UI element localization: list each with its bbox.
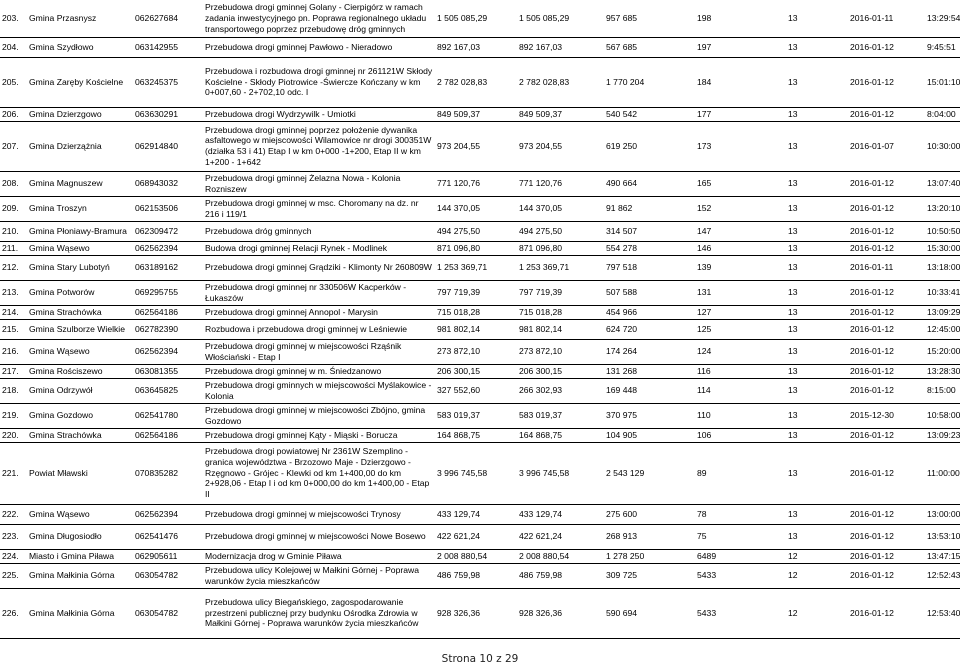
row-number: 224. [0,549,27,563]
points: 89 [695,442,786,504]
project-description: Rozbudowa i przebudowa drogi gminnej w Leśniewie [203,319,435,339]
points: 152 [695,196,786,221]
grant-amount: 370 975 [604,403,695,428]
row-number: 219. [0,403,27,428]
submission-date: 2016-01-07 [848,121,925,171]
row-number: 216. [0,339,27,364]
grant-amount: 1 278 250 [604,549,695,563]
table-row [0,57,960,107]
points: 177 [695,107,786,121]
points: 75 [695,524,786,549]
table-row [0,588,960,638]
row-number: 214. [0,305,27,319]
grant-amount: 567 685 [604,37,695,57]
table-row [0,364,960,378]
eligible-cost: 892 167,03 [517,37,604,57]
submission-time: 8:04:00 [925,107,960,121]
regon-number: 062541476 [133,524,203,549]
submission-date: 2016-01-12 [848,319,925,339]
grant-amount: 268 913 [604,524,695,549]
table-row [0,121,960,171]
regon-number: 062562394 [133,241,203,255]
points: 106 [695,428,786,442]
points: 139 [695,255,786,280]
eligible-cost: 486 759,98 [517,563,604,588]
project-description: Przebudowa drogi powiatowej Nr 2361W Szemplino - granica województwa - Brzozowo Maje - Dzierzgowo - Rzęgnowo - Grójec - Klewki od km 1+400,00 do km 2+928,06 - Etap I i od km 0+000,00 do km 1+400,00 - Etap II [203,442,435,504]
project-description: Przebudowa drogi gminnej Golany - Cierpigórz w ramach zadania inwestycyjnego pn. Poprawa regionalnego układu transportowego poprzez przebudowę dróg gminnych [203,0,435,37]
total-cost: 494 275,50 [435,221,517,241]
regon-number: 062627684 [133,0,203,37]
submission-date: 2016-01-12 [848,588,925,638]
row-number: 218. [0,378,27,403]
regon-number: 062309472 [133,221,203,241]
project-description: Przebudowa ulicy Biegańskiego, zagospodarowanie przestrzeni publicznej przy budynku Ośrodka Zdrowia w Małkini Górnej - Poprawa warunków życia mieszkańców [203,588,435,638]
submission-date: 2016-01-11 [848,0,925,37]
score: 13 [786,255,848,280]
eligible-cost: 164 868,75 [517,428,604,442]
eligible-cost: 981 802,14 [517,319,604,339]
table-row [0,563,960,588]
row-number: 209. [0,196,27,221]
gmina-name: Gmina Troszyn [27,196,133,221]
project-description: Przebudowa drogi gminnej nr 330506W Kacperków - Łukaszów [203,280,435,305]
gmina-name: Gmina Dzierzążnia [27,121,133,171]
project-description: Przebudowa drogi gminnej Annopol - Marysin [203,305,435,319]
regon-number: 062564186 [133,428,203,442]
gmina-name: Gmina Potworów [27,280,133,305]
submission-date: 2016-01-12 [848,504,925,524]
grant-amount: 554 278 [604,241,695,255]
eligible-cost: 771 120,76 [517,171,604,196]
gmina-name: Gmina Szydłowo [27,37,133,57]
row-number: 210. [0,221,27,241]
grant-amount: 169 448 [604,378,695,403]
submission-time: 10:50:50 [925,221,960,241]
eligible-cost: 871 096,80 [517,241,604,255]
score: 13 [786,339,848,364]
regon-number: 063630291 [133,107,203,121]
row-number: 203. [0,0,27,37]
regon-number: 062153506 [133,196,203,221]
eligible-cost: 928 326,36 [517,588,604,638]
row-number: 213. [0,280,27,305]
gmina-name: Gmina Małkinia Górna [27,563,133,588]
eligible-cost: 1 505 085,29 [517,0,604,37]
gmina-name: Gmina Odrzywół [27,378,133,403]
submission-time: 9:45:51 [925,37,960,57]
points: 198 [695,0,786,37]
gmina-name: Gmina Gozdowo [27,403,133,428]
eligible-cost: 494 275,50 [517,221,604,241]
score: 13 [786,428,848,442]
regon-number: 069295755 [133,280,203,305]
total-cost: 1 253 369,71 [435,255,517,280]
table-row [0,196,960,221]
regon-number: 063645825 [133,378,203,403]
gmina-name: Gmina Stary Lubotyń [27,255,133,280]
submission-time: 13:18:00 [925,255,960,280]
submission-time: 13:29:54 [925,0,960,37]
total-cost: 486 759,98 [435,563,517,588]
submission-date: 2016-01-12 [848,549,925,563]
score: 13 [786,196,848,221]
points: 146 [695,241,786,255]
row-number: 211. [0,241,27,255]
regon-number: 062562394 [133,504,203,524]
submission-time: 13:47:15 [925,549,960,563]
total-cost: 2 008 880,54 [435,549,517,563]
points: 114 [695,378,786,403]
regon-number: 070835282 [133,442,203,504]
grant-amount: 507 588 [604,280,695,305]
total-cost: 206 300,15 [435,364,517,378]
points: 124 [695,339,786,364]
score: 13 [786,378,848,403]
row-number: 212. [0,255,27,280]
submission-date: 2016-01-12 [848,171,925,196]
eligible-cost: 715 018,28 [517,305,604,319]
eligible-cost: 2 008 880,54 [517,549,604,563]
total-cost: 583 019,37 [435,403,517,428]
gmina-name: Gmina Zaręby Kościelne [27,57,133,107]
grant-amount: 2 543 129 [604,442,695,504]
points: 184 [695,57,786,107]
row-number: 225. [0,563,27,588]
eligible-cost: 797 719,39 [517,280,604,305]
submission-date: 2016-01-12 [848,196,925,221]
gmina-name: Gmina Wąsewo [27,504,133,524]
grant-amount: 619 250 [604,121,695,171]
gmina-name: Powiat Mławski [27,442,133,504]
regon-number: 062564186 [133,305,203,319]
table-row [0,255,960,280]
submission-time: 13:09:23 [925,428,960,442]
table-row [0,339,960,364]
submission-time: 10:30:00 [925,121,960,171]
gmina-name: Gmina Dzierzgowo [27,107,133,121]
row-number: 220. [0,428,27,442]
row-number: 215. [0,319,27,339]
score: 13 [786,107,848,121]
score: 13 [786,0,848,37]
total-cost: 892 167,03 [435,37,517,57]
project-description: Budowa drogi gminnej Relacji Rynek - Modlinek [203,241,435,255]
score: 13 [786,442,848,504]
grant-amount: 314 507 [604,221,695,241]
grant-amount: 174 264 [604,339,695,364]
score: 13 [786,524,848,549]
eligible-cost: 144 370,05 [517,196,604,221]
submission-time: 12:53:40 [925,588,960,638]
submission-time: 13:00:00 [925,504,960,524]
points: 147 [695,221,786,241]
score: 13 [786,364,848,378]
regon-number: 063189162 [133,255,203,280]
submission-date: 2016-01-12 [848,241,925,255]
regon-number: 063054782 [133,563,203,588]
submission-time: 10:58:00 [925,403,960,428]
submission-date: 2016-01-12 [848,339,925,364]
submission-time: 12:45:00 [925,319,960,339]
submission-time: 13:28:30 [925,364,960,378]
project-description: Przebudowa drogi Wydrzywilk - Umiotki [203,107,435,121]
submission-date: 2016-01-12 [848,221,925,241]
total-cost: 973 204,55 [435,121,517,171]
table-row [0,37,960,57]
submission-date: 2016-01-12 [848,524,925,549]
project-description: Przebudowa drogi gminnej w m. Śniedzanowo [203,364,435,378]
project-description: Przebudowa drogi gminnej Grądziki - Klimonty Nr 260809W [203,255,435,280]
grant-amount: 957 685 [604,0,695,37]
grant-amount: 490 664 [604,171,695,196]
submission-date: 2016-01-12 [848,364,925,378]
eligible-cost: 206 300,15 [517,364,604,378]
eligible-cost: 2 782 028,83 [517,57,604,107]
table-row [0,107,960,121]
project-description: Przebudowa drogi gminnej w msc. Choromany na dz. nr 216 i 119/1 [203,196,435,221]
submission-time: 13:09:29 [925,305,960,319]
grant-amount: 104 905 [604,428,695,442]
score: 13 [786,57,848,107]
points: 6489 [695,549,786,563]
total-cost: 144 370,05 [435,196,517,221]
eligible-cost: 973 204,55 [517,121,604,171]
score: 12 [786,549,848,563]
points: 78 [695,504,786,524]
regon-number: 062541780 [133,403,203,428]
submission-date: 2016-01-12 [848,37,925,57]
grant-amount: 540 542 [604,107,695,121]
table-row [0,280,960,305]
eligible-cost: 433 129,74 [517,504,604,524]
gmina-name: Miasto i Gmina Piława [27,549,133,563]
submission-date: 2016-01-12 [848,305,925,319]
score: 13 [786,171,848,196]
gmina-name: Gmina Rościszewo [27,364,133,378]
eligible-cost: 422 621,24 [517,524,604,549]
points: 173 [695,121,786,171]
submission-date: 2016-01-12 [848,378,925,403]
points: 165 [695,171,786,196]
table-row [0,171,960,196]
regon-number: 062562394 [133,339,203,364]
project-description: Modernizacja drog w Gminie Piława [203,549,435,563]
regon-number: 062914840 [133,121,203,171]
gmina-name: Gmina Płoniawy-Bramura [27,221,133,241]
grant-amount: 454 966 [604,305,695,319]
score: 13 [786,241,848,255]
total-cost: 422 621,24 [435,524,517,549]
table-row [0,319,960,339]
total-cost: 849 509,37 [435,107,517,121]
project-description: Przebudowa drogi gminnej Kąty - Miąski - Borucza [203,428,435,442]
points: 116 [695,364,786,378]
grant-amount: 131 268 [604,364,695,378]
points: 197 [695,37,786,57]
grant-amount: 797 518 [604,255,695,280]
row-number: 226. [0,588,27,638]
table-row [0,305,960,319]
submission-time: 8:15:00 [925,378,960,403]
total-cost: 2 782 028,83 [435,57,517,107]
regon-number: 063245375 [133,57,203,107]
submission-date: 2016-01-12 [848,442,925,504]
gmina-name: Gmina Szulborze Wielkie [27,319,133,339]
score: 13 [786,319,848,339]
project-description: Przebudowa drogi gminnej poprzez położenie dywanika asfaltowego w miejscowości Wilamowice nr drogi 300351W (działka 53 i 41) Etap I w km 0+000 -1+200, Etap II w km 1+200 - 1+642 [203,121,435,171]
total-cost: 1 505 085,29 [435,0,517,37]
project-description: Przebudowa drogi gminnej Żelazna Nowa - Kolonia Rozniszew [203,171,435,196]
row-number: 205. [0,57,27,107]
gmina-name: Gmina Strachówka [27,305,133,319]
project-description: Przebudowa drogi gminnej w miejscowości Zbójno, gmina Gozdowo [203,403,435,428]
project-description: Przebudowa drogi gminnej Pawłowo - Nieradowo [203,37,435,57]
table-row [0,378,960,403]
eligible-cost: 583 019,37 [517,403,604,428]
table-row [0,0,960,37]
gmina-name: Gmina Strachówka [27,428,133,442]
total-cost: 433 129,74 [435,504,517,524]
row-number: 223. [0,524,27,549]
score: 13 [786,305,848,319]
row-number: 222. [0,504,27,524]
score: 13 [786,280,848,305]
submission-date: 2016-01-12 [848,280,925,305]
submission-time: 13:07:40 [925,171,960,196]
regon-number: 062905611 [133,549,203,563]
gmina-name: Gmina Magnuszew [27,171,133,196]
score: 13 [786,37,848,57]
total-cost: 715 018,28 [435,305,517,319]
total-cost: 273 872,10 [435,339,517,364]
grant-amount: 309 725 [604,563,695,588]
submission-time: 15:01:10 [925,57,960,107]
score: 12 [786,588,848,638]
points: 5433 [695,563,786,588]
row-number: 221. [0,442,27,504]
gmina-name: Gmina Małkinia Górna [27,588,133,638]
points: 127 [695,305,786,319]
regon-number: 062782390 [133,319,203,339]
project-description: Przebudowa drogi gminnej w miejscowości Rząśnik Włościański - Etap I [203,339,435,364]
eligible-cost: 849 509,37 [517,107,604,121]
submission-time: 15:30:00 [925,241,960,255]
grant-amount: 624 720 [604,319,695,339]
total-cost: 164 868,75 [435,428,517,442]
total-cost: 797 719,39 [435,280,517,305]
project-description: Przebudowa drogi gminnych w miejscowości Myślakowice - Kolonia [203,378,435,403]
project-description: Przebudowa i rozbudowa drogi gminnej nr 261121W Skłody Kościelne - Skłody Piotrowice -Świercze Kończany w km 0+007,60 - 2+702,10 odc. I [203,57,435,107]
score: 13 [786,121,848,171]
table-row [0,221,960,241]
project-description: Przebudowa drogi gminnej w miejscowości Trynosy [203,504,435,524]
row-number: 206. [0,107,27,121]
row-number: 207. [0,121,27,171]
submission-time: 12:52:43 [925,563,960,588]
table-row [0,428,960,442]
submission-date: 2016-01-12 [848,57,925,107]
grant-amount: 275 600 [604,504,695,524]
score: 13 [786,504,848,524]
project-description: Przebudowa ulicy Kolejowej w Małkini Górnej - Poprawa warunków życia mieszkańców [203,563,435,588]
project-description: Przebudowa dróg gminnych [203,221,435,241]
regon-number: 068943032 [133,171,203,196]
submission-date: 2016-01-12 [848,107,925,121]
table-row [0,442,960,504]
gmina-name: Gmina Wąsewo [27,241,133,255]
regon-number: 063054782 [133,588,203,638]
points: 110 [695,403,786,428]
table-row [0,241,960,255]
score: 12 [786,563,848,588]
eligible-cost: 3 996 745,58 [517,442,604,504]
total-cost: 3 996 745,58 [435,442,517,504]
submission-time: 11:00:00 [925,442,960,504]
eligible-cost: 1 253 369,71 [517,255,604,280]
regon-number: 063142955 [133,37,203,57]
grant-amount: 1 770 204 [604,57,695,107]
points: 125 [695,319,786,339]
gmina-name: Gmina Wąsewo [27,339,133,364]
submission-time: 15:20:00 [925,339,960,364]
eligible-cost: 266 302,93 [517,378,604,403]
table-row [0,504,960,524]
submission-date: 2016-01-12 [848,428,925,442]
submission-date: 2016-01-12 [848,563,925,588]
gmina-name: Gmina Długosiodło [27,524,133,549]
table-row [0,524,960,549]
eligible-cost: 273 872,10 [517,339,604,364]
total-cost: 981 802,14 [435,319,517,339]
page-number: Strona 10 z 29 [441,653,519,665]
gmina-name: Gmina Przasnysz [27,0,133,37]
row-number: 204. [0,37,27,57]
regon-number: 063081355 [133,364,203,378]
total-cost: 327 552,60 [435,378,517,403]
table-row [0,549,960,563]
project-description: Przebudowa drogi gminnej w miejscowości Nowe Bosewo [203,524,435,549]
submission-date: 2016-01-11 [848,255,925,280]
row-number: 217. [0,364,27,378]
score: 13 [786,221,848,241]
total-cost: 871 096,80 [435,241,517,255]
table-row [0,403,960,428]
points: 131 [695,280,786,305]
total-cost: 771 120,76 [435,171,517,196]
submission-time: 13:53:10 [925,524,960,549]
row-number: 208. [0,171,27,196]
grant-amount: 590 694 [604,588,695,638]
grant-amount: 91 862 [604,196,695,221]
submission-time: 10:33:41 [925,280,960,305]
points: 5433 [695,588,786,638]
score: 13 [786,403,848,428]
total-cost: 928 326,36 [435,588,517,638]
submission-date: 2015-12-30 [848,403,925,428]
submission-time: 13:20:10 [925,196,960,221]
